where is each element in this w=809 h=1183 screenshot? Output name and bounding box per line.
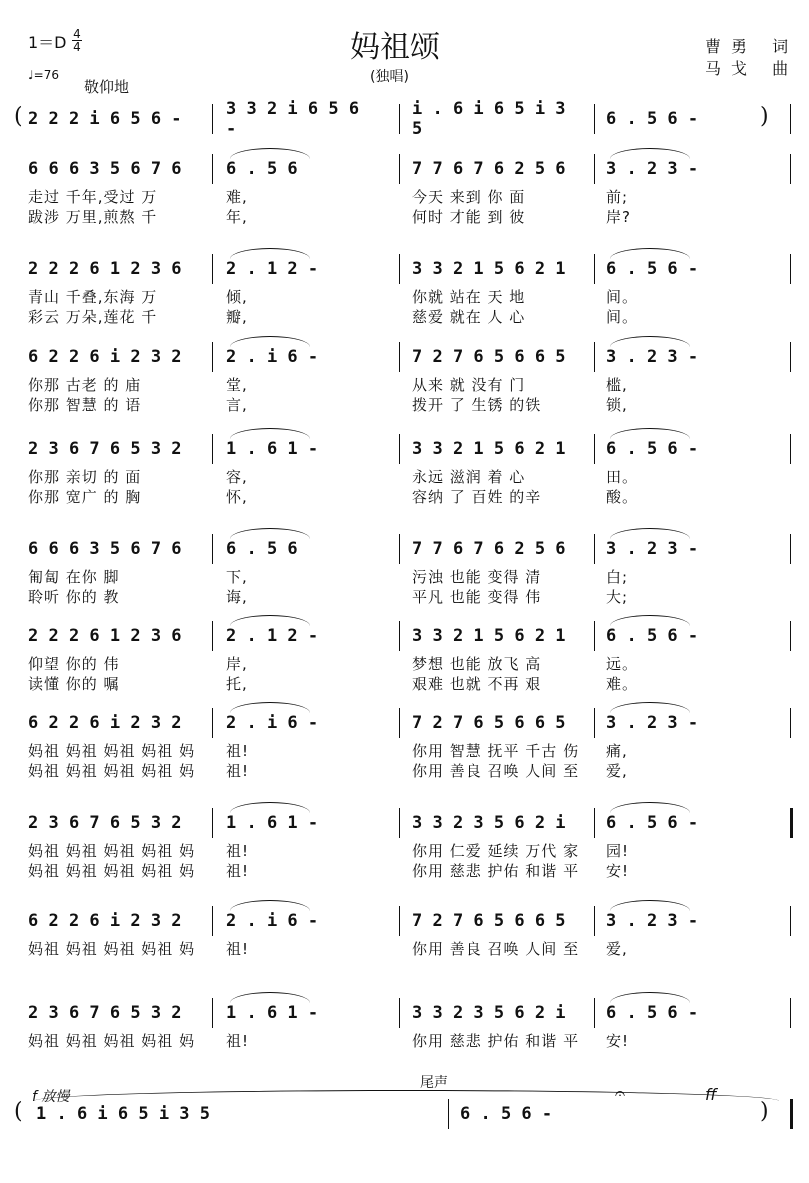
lyric-line: 聆听 你的 教 bbox=[28, 588, 120, 606]
barline bbox=[594, 906, 595, 936]
lyric-line: 妈祖 妈祖 妈祖 妈祖 妈 bbox=[28, 842, 196, 860]
lyric-line: 跋涉 万里,煎熬 千 bbox=[28, 208, 158, 226]
lyric-line: 妈祖 妈祖 妈祖 妈祖 妈 bbox=[28, 862, 196, 880]
score-row bbox=[0, 538, 809, 618]
final-barline bbox=[790, 1099, 793, 1129]
barline bbox=[594, 621, 595, 651]
score-row bbox=[0, 158, 809, 238]
score-row bbox=[0, 910, 809, 990]
barline bbox=[399, 808, 400, 838]
score-row bbox=[0, 258, 809, 338]
composer-credit: 马戈 曲 bbox=[705, 59, 799, 78]
lyric-line: 前; bbox=[606, 188, 629, 206]
lyric-line: 堂, bbox=[226, 376, 248, 394]
lyric-line: 间。 bbox=[606, 288, 639, 306]
lyric-line: 你那 古老 的 庙 bbox=[28, 376, 142, 394]
slur-arc bbox=[610, 428, 690, 439]
measure-notes: 6 2 2 6 i 2 3 2 bbox=[28, 347, 182, 367]
coda-dynamic: f 放慢 bbox=[32, 1089, 70, 1105]
lyric-line: 你用 善良 召唤 人间 至 bbox=[412, 762, 580, 780]
barline bbox=[594, 808, 595, 838]
measure-notes: 7 2 7 6 5 6 6 5 bbox=[412, 347, 566, 367]
key-signature: 1＝D bbox=[28, 33, 67, 52]
lyric-line: 年, bbox=[226, 208, 248, 226]
measure-notes: i . 6 i 6 5 i 3 5 bbox=[412, 99, 566, 139]
lyric-line: 妈祖 妈祖 妈祖 妈祖 妈 bbox=[28, 1032, 196, 1050]
slur-arc bbox=[610, 900, 690, 911]
measure-notes: 6 . 5 6 - bbox=[460, 1104, 553, 1124]
lyric-line: 爱, bbox=[606, 762, 628, 780]
lyric-line: 安! bbox=[606, 1032, 630, 1050]
lyric-line: 你用 慈悲 护佑 和谐 平 bbox=[412, 1032, 580, 1050]
song-subtitle: (独唱) bbox=[370, 69, 409, 85]
barline bbox=[790, 154, 791, 184]
lyricist-credit: 曹勇 词 bbox=[705, 37, 799, 56]
measure-notes: 2 2 2 i 6 5 6 - bbox=[28, 109, 182, 129]
measure-notes: 6 . 5 6 - bbox=[606, 259, 699, 279]
lyric-line: 慈爱 就在 人 心 bbox=[412, 308, 526, 326]
slur-arc bbox=[230, 802, 310, 813]
lyric-line: 远。 bbox=[606, 655, 639, 673]
measure-notes: 3 3 2 3 5 6 2 i bbox=[412, 813, 566, 833]
lyric-line: 妈祖 妈祖 妈祖 妈祖 妈 bbox=[28, 940, 196, 958]
measure-notes: 3 3 2 1 5 6 2 1 bbox=[412, 626, 566, 646]
barline bbox=[594, 534, 595, 564]
barline bbox=[399, 154, 400, 184]
barline bbox=[212, 708, 213, 738]
slur-arc bbox=[610, 802, 690, 813]
fermata-icon: 𝄐 bbox=[615, 1083, 626, 1104]
barline bbox=[790, 434, 791, 464]
measure-notes: 3 . 2 3 - bbox=[606, 911, 699, 931]
lyric-line: 白; bbox=[606, 568, 629, 586]
barline bbox=[399, 708, 400, 738]
barline bbox=[212, 434, 213, 464]
lyric-line: 从来 就 没有 门 bbox=[412, 376, 526, 394]
measure-notes: 3 3 2 1 5 6 2 1 bbox=[412, 439, 566, 459]
lyric-line: 今天 来到 你 面 bbox=[412, 188, 526, 206]
measure-notes: 7 2 7 6 5 6 6 5 bbox=[412, 911, 566, 931]
barline bbox=[212, 808, 213, 838]
lyric-line: 容, bbox=[226, 468, 248, 486]
barline bbox=[212, 621, 213, 651]
barline bbox=[790, 906, 791, 936]
barline bbox=[399, 621, 400, 651]
measure-notes: 6 . 5 6 bbox=[226, 159, 298, 179]
lyric-line: 祖! bbox=[226, 742, 250, 760]
barline bbox=[399, 906, 400, 936]
barline bbox=[790, 254, 791, 284]
measure-notes: 7 2 7 6 5 6 6 5 bbox=[412, 713, 566, 733]
lyric-line: 瓣, bbox=[226, 308, 248, 326]
measure-notes: 2 3 6 7 6 5 3 2 bbox=[28, 813, 182, 833]
barline bbox=[594, 998, 595, 1028]
lyric-line: 祖! bbox=[226, 940, 250, 958]
score-row bbox=[0, 1099, 809, 1183]
lyric-line: 祖! bbox=[226, 842, 250, 860]
measure-notes: 2 3 6 7 6 5 3 2 bbox=[28, 1003, 182, 1023]
lyric-line: 彩云 万朵,莲花 千 bbox=[28, 308, 158, 326]
lyric-line: 梦想 也能 放飞 高 bbox=[412, 655, 542, 673]
measure-notes: 2 . 1 2 - bbox=[226, 626, 319, 646]
lyric-line: 酸。 bbox=[606, 488, 639, 506]
lyric-line: 祖! bbox=[226, 762, 250, 780]
barline bbox=[399, 998, 400, 1028]
measure-notes: 2 3 6 7 6 5 3 2 bbox=[28, 439, 182, 459]
coda-end-dynamic: ff bbox=[705, 1085, 717, 1104]
measure-notes: 6 . 5 6 - bbox=[606, 813, 699, 833]
lyric-line: 妈祖 妈祖 妈祖 妈祖 妈 bbox=[28, 762, 196, 780]
lyric-line: 平凡 也能 变得 伟 bbox=[412, 588, 542, 606]
expression-mark: 敬仰地 bbox=[84, 78, 130, 96]
lyric-line: 岸, bbox=[226, 655, 248, 673]
score-row bbox=[0, 712, 809, 792]
lyric-line: 青山 千叠,东海 万 bbox=[28, 288, 158, 306]
measure-notes: 3 . 2 3 - bbox=[606, 539, 699, 559]
paren-close: ) bbox=[760, 104, 769, 129]
lyric-line: 安! bbox=[606, 862, 630, 880]
barline bbox=[399, 434, 400, 464]
measure-notes: 2 2 2 6 1 2 3 6 bbox=[28, 626, 182, 646]
slur-arc bbox=[610, 528, 690, 539]
lyric-line: 托, bbox=[226, 675, 248, 693]
barline bbox=[594, 342, 595, 372]
measure-notes: 6 2 2 6 i 2 3 2 bbox=[28, 911, 182, 931]
lyric-line: 你用 慈悲 护佑 和谐 平 bbox=[412, 862, 580, 880]
barline bbox=[212, 104, 213, 134]
barline bbox=[212, 906, 213, 936]
lyric-line: 爱, bbox=[606, 940, 628, 958]
slur-arc bbox=[230, 528, 310, 539]
measure-notes: 2 . 1 2 - bbox=[226, 259, 319, 279]
lyric-line: 仰望 你的 伟 bbox=[28, 655, 120, 673]
measure-notes: 3 . 2 3 - bbox=[606, 347, 699, 367]
lyric-line: 你那 智慧 的 语 bbox=[28, 396, 142, 414]
lyric-line: 永远 滋润 着 心 bbox=[412, 468, 526, 486]
measure-notes: 3 3 2 3 5 6 2 i bbox=[412, 1003, 566, 1023]
lyric-line: 园! bbox=[606, 842, 630, 860]
lyric-line: 拨开 了 生锈 的铁 bbox=[412, 396, 542, 414]
slur-arc bbox=[610, 248, 690, 259]
time-sig-top: 4 bbox=[73, 27, 81, 41]
slur-arc bbox=[230, 992, 310, 1003]
measure-notes: 3 3 2 1 5 6 2 1 bbox=[412, 259, 566, 279]
score-row bbox=[0, 625, 809, 705]
barline bbox=[790, 342, 791, 372]
lyric-line: 妈祖 妈祖 妈祖 妈祖 妈 bbox=[28, 742, 196, 760]
measure-notes: 6 2 2 6 i 2 3 2 bbox=[28, 713, 182, 733]
slur-arc bbox=[610, 992, 690, 1003]
measure-notes: 7 7 6 7 6 2 5 6 bbox=[412, 159, 566, 179]
lyric-line: 你用 智慧 抚平 千古 伤 bbox=[412, 742, 580, 760]
lyric-line: 你那 亲切 的 面 bbox=[28, 468, 142, 486]
song-title: 妈祖颂 bbox=[350, 30, 440, 65]
lyric-line: 倾, bbox=[226, 288, 248, 306]
measure-notes: 3 . 2 3 - bbox=[606, 713, 699, 733]
lyric-line: 你用 善良 召唤 人间 至 bbox=[412, 940, 580, 958]
measure-notes: 7 7 6 7 6 2 5 6 bbox=[412, 539, 566, 559]
time-signature bbox=[72, 28, 82, 53]
barline bbox=[790, 621, 791, 651]
lyric-line: 污浊 也能 变得 清 bbox=[412, 568, 542, 586]
measure-notes: 2 . i 6 - bbox=[226, 713, 319, 733]
slur-arc bbox=[230, 900, 310, 911]
score-row bbox=[0, 346, 809, 426]
paren-open: ( bbox=[14, 104, 23, 129]
lyric-line: 你用 仁爱 延续 万代 家 bbox=[412, 842, 580, 860]
lyric-line: 读懂 你的 嘱 bbox=[28, 675, 120, 693]
measure-notes: 3 . 2 3 - bbox=[606, 159, 699, 179]
score-row bbox=[0, 812, 809, 892]
measure-notes: 6 . 5 6 - bbox=[606, 626, 699, 646]
barline bbox=[790, 708, 791, 738]
lyric-line: 何时 才能 到 彼 bbox=[412, 208, 526, 226]
lyric-line: 间。 bbox=[606, 308, 639, 326]
barline bbox=[399, 534, 400, 564]
barline bbox=[399, 104, 400, 134]
measure-notes: 6 6 6 3 5 6 7 6 bbox=[28, 539, 182, 559]
final-barline bbox=[790, 808, 793, 838]
measure-notes: 1 . 6 1 - bbox=[226, 813, 319, 833]
slur-arc bbox=[230, 248, 310, 259]
lyric-line: 祖! bbox=[226, 862, 250, 880]
measure-notes: 6 . 5 6 - bbox=[606, 1003, 699, 1023]
lyric-line: 言, bbox=[226, 396, 248, 414]
measure-notes: 2 . i 6 - bbox=[226, 347, 319, 367]
barline bbox=[448, 1099, 449, 1129]
lyric-line: 匍匐 在你 脚 bbox=[28, 568, 120, 586]
barline bbox=[790, 104, 791, 134]
lyric-line: 痛, bbox=[606, 742, 628, 760]
measure-notes: 6 . 5 6 - bbox=[606, 439, 699, 459]
lyric-line: 祖! bbox=[226, 1032, 250, 1050]
lyric-line: 艰难 也就 不再 艰 bbox=[412, 675, 542, 693]
barline bbox=[594, 254, 595, 284]
barline bbox=[212, 534, 213, 564]
measure-notes: 6 . 5 6 bbox=[226, 539, 298, 559]
barline bbox=[790, 998, 791, 1028]
lyric-line: 岸? bbox=[606, 208, 631, 226]
lyric-line: 走过 千年,受过 万 bbox=[28, 188, 158, 206]
measure-notes: 2 . i 6 - bbox=[226, 911, 319, 931]
measure-notes: 6 6 6 3 5 6 7 6 bbox=[28, 159, 182, 179]
lyric-line: 难, bbox=[226, 188, 248, 206]
lyric-line: 诲, bbox=[226, 588, 248, 606]
barline bbox=[212, 154, 213, 184]
measure-notes: 1 . 6 1 - bbox=[226, 1003, 319, 1023]
measure-notes: 2 2 2 6 1 2 3 6 bbox=[28, 259, 182, 279]
barline bbox=[790, 534, 791, 564]
coda-label: 尾声 bbox=[420, 1075, 448, 1091]
paren-close: ) bbox=[760, 1099, 769, 1124]
measure-notes: 3 3 2 i 6 5 6 - bbox=[226, 99, 360, 139]
barline bbox=[399, 254, 400, 284]
barline bbox=[399, 342, 400, 372]
score-row bbox=[0, 438, 809, 518]
time-sig-bottom: 4 bbox=[73, 40, 81, 54]
lyric-line: 你就 站在 天 地 bbox=[412, 288, 526, 306]
lyric-line: 大; bbox=[606, 588, 629, 606]
lyric-line: 锁, bbox=[606, 396, 628, 414]
measure-notes: 1 . 6 i 6 5 i 3 5 bbox=[36, 1104, 210, 1124]
lyric-line: 槛, bbox=[606, 376, 628, 394]
tempo-mark: ♩=76 bbox=[28, 68, 59, 82]
barline bbox=[594, 104, 595, 134]
slur-arc bbox=[230, 428, 310, 439]
barline bbox=[594, 708, 595, 738]
barline bbox=[594, 434, 595, 464]
barline bbox=[212, 342, 213, 372]
lyric-line: 田。 bbox=[606, 468, 639, 486]
lyric-line: 怀, bbox=[226, 488, 248, 506]
barline bbox=[212, 254, 213, 284]
coda-slur bbox=[34, 1090, 779, 1101]
paren-open: ( bbox=[14, 1099, 23, 1124]
barline bbox=[212, 998, 213, 1028]
measure-notes: 6 . 5 6 - bbox=[606, 109, 699, 129]
lyric-line: 你那 宽广 的 胸 bbox=[28, 488, 142, 506]
measure-notes: 1 . 6 1 - bbox=[226, 439, 319, 459]
lyric-line: 难。 bbox=[606, 675, 639, 693]
score-row bbox=[0, 1002, 809, 1082]
barline bbox=[594, 154, 595, 184]
lyric-line: 下, bbox=[226, 568, 248, 586]
lyric-line: 容纳 了 百姓 的辛 bbox=[412, 488, 542, 506]
